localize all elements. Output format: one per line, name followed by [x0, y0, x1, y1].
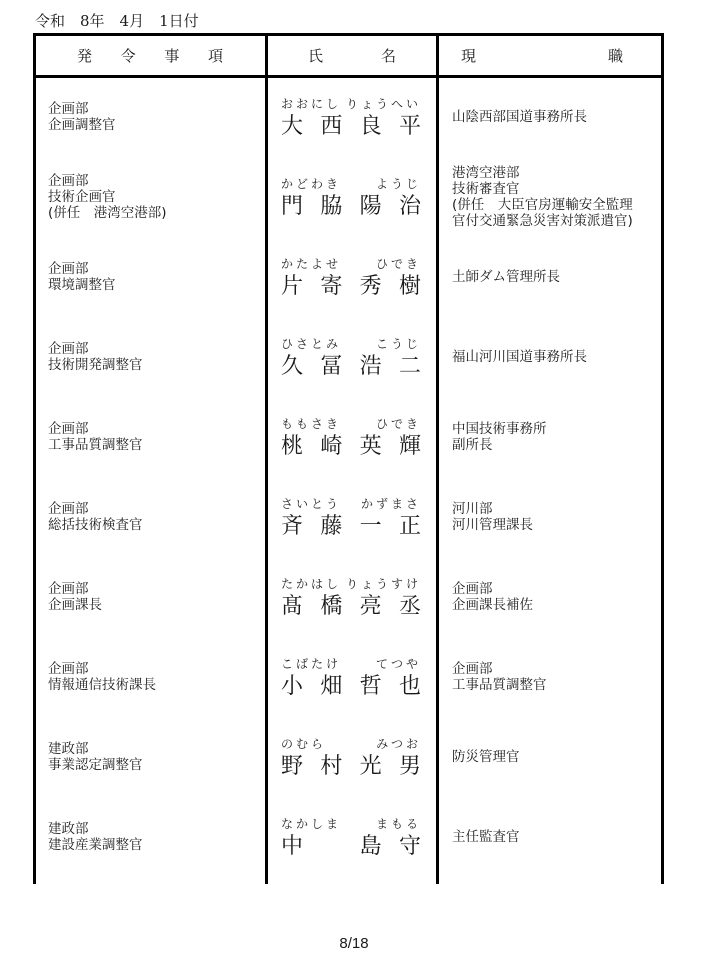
current-position-cell	[452, 157, 662, 237]
current-position-line: 防災管理官	[452, 749, 520, 765]
header-char: 現	[461, 47, 477, 65]
surname-reading: おおにし	[281, 97, 342, 111]
appointment-cell	[48, 797, 258, 877]
person-name	[281, 349, 421, 380]
name-cell	[281, 717, 421, 797]
current-position-line: 福山河川国道事務所長	[452, 349, 587, 365]
appointment-line: 企画調整官	[48, 117, 116, 133]
header-char: 名	[380, 47, 396, 65]
name-char: 秀	[359, 274, 382, 299]
header-order	[77, 36, 223, 75]
current-position-cell	[452, 397, 662, 477]
appointment-line: 企画部	[48, 501, 89, 517]
name-cell	[281, 557, 421, 637]
header-char: 事	[164, 47, 180, 65]
name-cell	[281, 317, 421, 397]
current-position-cell	[452, 237, 662, 317]
table-row	[33, 317, 664, 397]
surname-reading: のむら	[281, 737, 327, 751]
appointment-line: 企画部	[48, 341, 89, 357]
given-name-reading: こうじ	[375, 337, 421, 351]
current-position-cell	[452, 797, 662, 877]
name-char: 中	[281, 834, 304, 859]
appointment-cell	[48, 637, 258, 717]
name-cell	[281, 237, 421, 317]
table-row	[33, 157, 664, 237]
header-char: 令	[120, 47, 136, 65]
name-char: 島	[359, 834, 382, 859]
name-char: 崎	[320, 434, 343, 459]
appointment-line: 企画課長	[48, 597, 102, 613]
personnel-table	[33, 33, 664, 884]
appointment-cell	[48, 717, 258, 797]
name-char: 樹	[398, 274, 421, 299]
name-char: 正	[398, 514, 421, 539]
appointment-cell	[48, 77, 258, 157]
current-position-line: 河川管理課長	[452, 517, 533, 533]
appointment-line: 工事品質調整官	[48, 437, 143, 453]
appointment-line: 企画部	[48, 581, 89, 597]
name-char: 寄	[320, 274, 343, 299]
current-position-line: 港湾空港部	[452, 165, 520, 181]
current-position-line: 中国技術事務所	[452, 421, 547, 437]
appointment-cell	[48, 557, 258, 637]
name-cell	[281, 77, 421, 157]
table-row	[33, 637, 664, 717]
current-position-line: 企画部	[452, 581, 493, 597]
appointment-line: 技術開発調整官	[48, 357, 143, 373]
current-position-line: 土師ダム管理所長	[452, 269, 560, 285]
appointment-line: 企画部	[48, 173, 89, 189]
current-position-cell	[452, 77, 662, 157]
given-name-reading: てつや	[375, 657, 421, 671]
name-char: 冨	[320, 354, 343, 379]
name-char: 村	[320, 754, 343, 779]
header-char: 職	[607, 47, 623, 65]
name-char: 哲	[359, 674, 382, 699]
name-char: 斉	[281, 514, 304, 539]
name-char: 藤	[320, 514, 343, 539]
name-char: 平	[398, 114, 421, 139]
current-position-cell	[452, 557, 662, 637]
appointment-line: 技術企画官	[48, 189, 116, 205]
current-position-cell	[452, 637, 662, 717]
name-char: 脇	[320, 194, 343, 219]
name-char: 畑	[320, 674, 343, 699]
given-name-reading: ひでき	[375, 257, 421, 271]
name-char: 一	[359, 514, 382, 539]
appointment-line: 企画部	[48, 661, 89, 677]
table-row	[33, 717, 664, 797]
current-position-line: 河川部	[452, 501, 493, 517]
page-number: 8/18	[339, 935, 369, 952]
current-position-line: 工事品質調整官	[452, 677, 547, 693]
person-name	[281, 509, 421, 540]
surname-reading: こばたけ	[281, 657, 342, 671]
name-char: 亮	[359, 594, 382, 619]
given-name-reading: まもる	[375, 817, 421, 831]
appointment-line: 事業認定調整官	[48, 757, 143, 773]
person-name	[281, 829, 421, 860]
given-name-reading: かずまさ	[360, 497, 421, 511]
name-char: 也	[398, 674, 421, 699]
appointment-cell	[48, 237, 258, 317]
name-char: 光	[359, 754, 382, 779]
surname-reading: さいとう	[281, 497, 342, 511]
person-name	[281, 109, 421, 140]
person-name	[281, 669, 421, 700]
header-char: 発	[77, 47, 93, 65]
name-char: 久	[281, 354, 304, 379]
appointment-line: 企画部	[48, 101, 89, 117]
table-row	[33, 237, 664, 317]
appointment-line: 企画部	[48, 261, 89, 277]
table-row	[33, 477, 664, 557]
person-name	[281, 589, 421, 620]
name-char: 男	[398, 754, 421, 779]
surname-reading: かたよせ	[281, 257, 342, 271]
name-char: 野	[281, 754, 304, 779]
appointment-line: 建政部	[48, 741, 89, 757]
name-char: 西	[320, 114, 343, 139]
current-position-line: 企画部	[452, 661, 493, 677]
name-char: 陽	[359, 194, 382, 219]
name-char	[320, 829, 342, 860]
issue-date: 令和 8年 4月 1日付	[35, 12, 199, 30]
name-char: 治	[398, 194, 421, 219]
header-char: 項	[207, 47, 223, 65]
surname-reading: ももさき	[281, 417, 342, 431]
appointment-cell	[48, 317, 258, 397]
given-name-reading: りょうへい	[345, 97, 421, 111]
appointment-cell	[48, 157, 258, 237]
name-cell	[281, 477, 421, 557]
current-position-line: 副所長	[452, 437, 493, 453]
person-name	[281, 269, 421, 300]
appointment-line: 環境調整官	[48, 277, 116, 293]
table-row	[33, 397, 664, 477]
appointment-line: 建政部	[48, 821, 89, 837]
name-cell	[281, 157, 421, 237]
surname-reading: なかしま	[281, 817, 342, 831]
header-current	[461, 36, 623, 75]
current-position-line: 主任監査官	[452, 829, 520, 845]
current-position-line: 官付交通緊急災害対策派遣官)	[452, 213, 633, 229]
name-char: 良	[359, 114, 382, 139]
name-char: 橋	[320, 594, 343, 619]
appointment-cell	[48, 397, 258, 477]
header-name	[308, 36, 396, 75]
name-char: 浩	[359, 354, 382, 379]
surname-reading: たかはし	[281, 577, 342, 591]
name-char: 英	[359, 434, 382, 459]
appointment-line: 企画部	[48, 421, 89, 437]
given-name-reading: みつお	[376, 737, 421, 751]
current-position-cell	[452, 317, 662, 397]
current-position-cell	[452, 477, 662, 557]
name-char: 小	[281, 674, 304, 699]
person-name	[281, 429, 421, 460]
name-char: 丞	[398, 594, 421, 619]
surname-reading: かどわき	[281, 177, 342, 191]
name-cell	[281, 797, 421, 877]
table-row	[33, 77, 664, 157]
table-row	[33, 797, 664, 877]
given-name-reading: ようじ	[375, 177, 421, 191]
current-position-line: 山陰西部国道事務所長	[452, 109, 587, 125]
name-char: 髙	[281, 594, 304, 619]
name-cell	[281, 637, 421, 717]
name-char: 大	[281, 114, 304, 139]
surname-reading: ひさとみ	[281, 337, 342, 351]
name-cell	[281, 397, 421, 477]
header-char: 氏	[308, 47, 324, 65]
current-position-line: 企画課長補佐	[452, 597, 533, 613]
given-name-reading: りょうすけ	[345, 577, 421, 591]
name-char: 片	[281, 274, 304, 299]
name-char: 守	[398, 834, 421, 859]
appointment-line: (併任 港湾空港部)	[48, 205, 167, 221]
person-name	[281, 189, 421, 220]
name-char: 桃	[281, 434, 304, 459]
name-char: 二	[398, 354, 421, 379]
table-row	[33, 557, 664, 637]
given-name-reading: ひでき	[375, 417, 421, 431]
current-position-line: 技術審査官	[452, 181, 520, 197]
name-char: 門	[281, 194, 304, 219]
current-position-cell	[452, 717, 662, 797]
appointment-line: 総括技術検査官	[48, 517, 143, 533]
current-position-line: (併任 大臣官房運輸安全監理	[452, 197, 633, 213]
name-char: 輝	[398, 434, 421, 459]
person-name	[281, 749, 421, 780]
appointment-cell	[48, 477, 258, 557]
appointment-line: 情報通信技術課長	[48, 677, 156, 693]
appointment-line: 建設産業調整官	[48, 837, 143, 853]
